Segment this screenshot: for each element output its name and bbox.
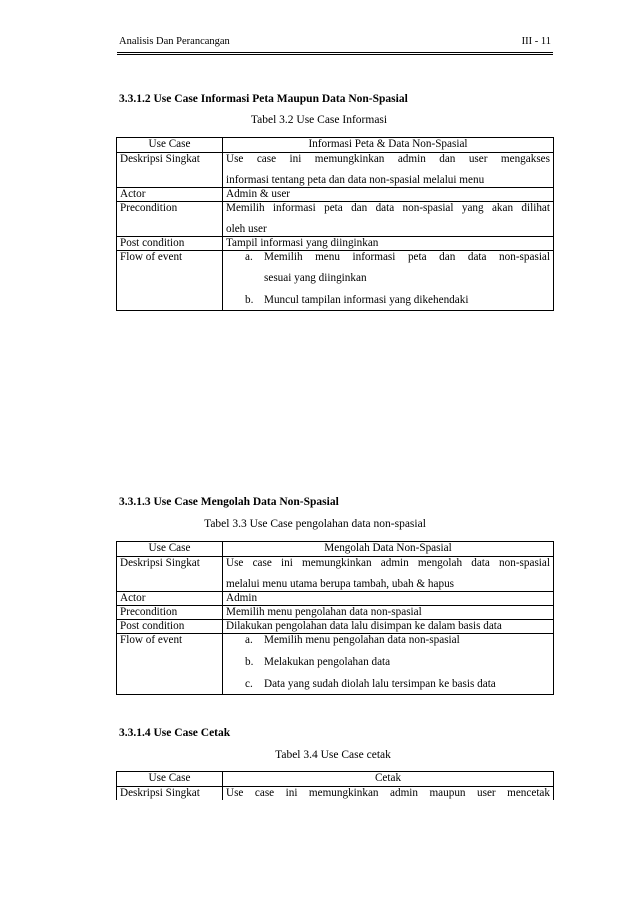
flow-text-line2: sesuai yang diinginkan <box>264 272 367 284</box>
label-postcondition: Post condition <box>117 620 223 634</box>
header-use-case: Use Case <box>117 138 223 153</box>
use-case-table-informasi <box>116 137 554 311</box>
page-header <box>119 36 551 47</box>
row-postcondition <box>117 237 554 251</box>
value-precondition: Memilih menu pengolahan data non-spasial <box>223 606 554 620</box>
label-actor: Actor <box>117 592 223 606</box>
label-postcondition: Post condition <box>117 237 223 251</box>
header-rule <box>117 52 553 53</box>
table-header-row <box>117 138 554 153</box>
header-use-case-name: Cetak <box>223 772 554 787</box>
label-flow: Flow of event <box>117 251 223 311</box>
value-deskripsi-line1: Use case ini memungkinkan admin maupun user mencetak <box>226 787 550 799</box>
flow-item <box>226 634 550 647</box>
flow-text: Melakukan pengolahan data <box>264 656 391 668</box>
value-precondition-line2: oleh user <box>226 223 267 235</box>
row-precondition <box>117 606 554 620</box>
table-header-row <box>117 542 554 557</box>
flow-item <box>226 251 550 285</box>
label-deskripsi: Deskripsi Singkat <box>117 153 223 188</box>
table-caption-cetak: Tabel 3.4 Use Case cetak <box>275 749 391 761</box>
section-title-cetak: 3.3.1.4 Use Case Cetak <box>119 727 231 739</box>
row-deskripsi <box>117 153 554 188</box>
table-caption-informasi: Tabel 3.2 Use Case Informasi <box>250 114 388 126</box>
header-page-number: III - 11 <box>521 36 551 47</box>
flow-item <box>226 656 550 669</box>
flow-text-line1: Memilih menu informasi peta dan data non-spasial <box>264 251 550 263</box>
flow-marker: a. <box>245 251 253 263</box>
header-rule-double <box>117 54 553 55</box>
flow-marker: c. <box>245 678 253 690</box>
table-header-row <box>117 772 554 787</box>
header-chapter-title: Analisis Dan Perancangan <box>119 36 230 47</box>
value-precondition-line1: Memilih informasi peta dan data non-spasial yang akan dilihat <box>226 202 550 214</box>
table-caption-mengolah: Tabel 3.3 Use Case pengolahan data non-spasial <box>204 518 426 530</box>
header-use-case: Use Case <box>117 542 223 557</box>
value-deskripsi-line2: informasi tentang peta dan data non-spasial melalui menu <box>226 174 485 186</box>
flow-item <box>226 678 550 691</box>
flow-item <box>226 294 550 307</box>
value-deskripsi-line1: Use case ini memungkinkan admin dan user mengakses <box>226 153 550 165</box>
flow-text-line1: Muncul tampilan informasi yang dikehendaki <box>264 294 469 306</box>
flow-marker: a. <box>245 634 253 646</box>
flow-list <box>226 251 550 307</box>
use-case-table-cetak <box>116 771 554 800</box>
header-use-case-name: Informasi Peta & Data Non-Spasial <box>223 138 554 153</box>
label-deskripsi: Deskripsi Singkat <box>117 557 223 592</box>
flow-marker: b. <box>245 294 254 306</box>
row-flow <box>117 251 554 311</box>
section-title-mengolah: 3.3.1.3 Use Case Mengolah Data Non-Spasial <box>119 496 339 508</box>
flow-text: Memilih menu pengolahan data non-spasial <box>264 634 460 646</box>
value-postcondition: Dilakukan pengolahan data lalu disimpan ke dalam basis data <box>223 620 554 634</box>
row-actor <box>117 592 554 606</box>
flow-marker: b. <box>245 656 254 668</box>
label-precondition: Precondition <box>117 202 223 237</box>
label-precondition: Precondition <box>117 606 223 620</box>
value-deskripsi-line1: Use case ini memungkinkan admin mengolah data non-spasial <box>226 557 550 569</box>
label-actor: Actor <box>117 188 223 202</box>
row-deskripsi <box>117 787 554 801</box>
row-flow <box>117 634 554 695</box>
section-title-informasi: 3.3.1.2 Use Case Informasi Peta Maupun Data Non-Spasial <box>119 93 408 105</box>
value-actor: Admin & user <box>223 188 554 202</box>
label-flow: Flow of event <box>117 634 223 695</box>
row-precondition <box>117 202 554 237</box>
flow-text: Data yang sudah diolah lalu tersimpan ke basis data <box>264 678 496 690</box>
row-postcondition <box>117 620 554 634</box>
row-deskripsi <box>117 557 554 592</box>
use-case-table-mengolah <box>116 541 554 695</box>
value-postcondition: Tampil informasi yang diinginkan <box>223 237 554 251</box>
header-use-case: Use Case <box>117 772 223 787</box>
label-deskripsi: Deskripsi Singkat <box>117 787 223 801</box>
value-actor: Admin <box>223 592 554 606</box>
flow-list <box>226 634 550 691</box>
row-actor <box>117 188 554 202</box>
value-deskripsi-line2: melalui menu utama berupa tambah, ubah & hapus <box>226 578 455 590</box>
header-use-case-name: Mengolah Data Non-Spasial <box>223 542 554 557</box>
